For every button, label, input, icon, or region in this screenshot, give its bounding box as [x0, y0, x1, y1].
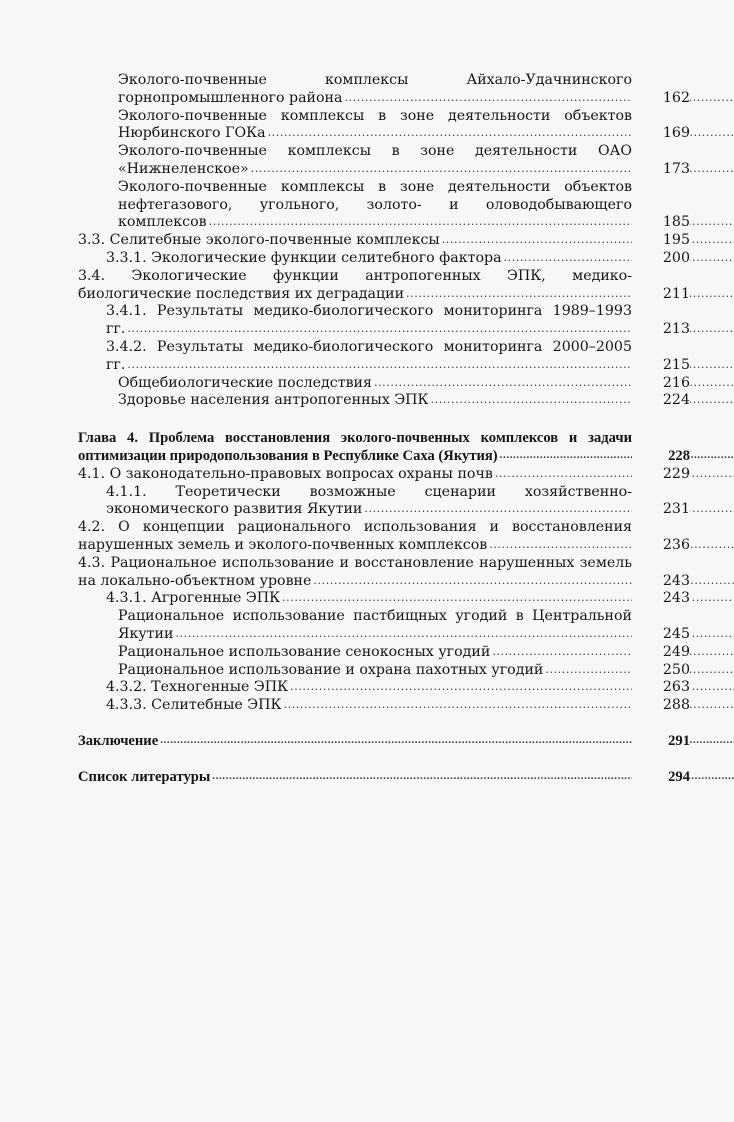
- toc-page-number: 263: [662, 679, 690, 696]
- toc-page-number: 231: [662, 501, 690, 518]
- toc-entry: [78, 697, 690, 715]
- toc-entry: [78, 303, 690, 339]
- toc-entry-title: Эколого-почвенные комплексы в зоне деятельности объектов Нюрбинского ГОКа: [118, 107, 632, 142]
- toc-page-number: 162: [662, 89, 690, 106]
- toc-entry-title: Рациональное использование пастбищных угодий в Центральной Якутии: [118, 608, 632, 642]
- toc-page-number: 215: [662, 356, 690, 373]
- toc-page-number: 243: [662, 590, 690, 607]
- toc-entry-title: 4.1.1. Теоретически возможные сценарии хозяйственно-экономического развития Якутии: [106, 483, 632, 518]
- toc-page-number: 213: [662, 321, 690, 338]
- table-of-contents: [78, 72, 690, 786]
- toc-page-number: 195: [662, 232, 690, 249]
- toc-page-number: 211: [662, 285, 690, 302]
- toc-page-number: 169: [662, 125, 690, 142]
- toc-page-number: 229: [662, 465, 690, 482]
- toc-entry: [78, 430, 690, 466]
- toc-page-number: 245: [662, 625, 690, 642]
- toc-page-number: 236: [662, 536, 690, 553]
- toc-entry: [78, 72, 690, 108]
- toc-page-number: 216: [662, 374, 690, 391]
- toc-entry-title: Эколого-почвенные комплексы в зоне деятельности объектов нефтегазового, угольного, золото- и оловодобывающего комплексов: [118, 178, 632, 231]
- toc-page-number: 250: [662, 661, 690, 678]
- toc-entry-title: Заключение: [78, 732, 159, 749]
- toc-entry-title: 4.3.3. Селитебные ЭПК: [106, 697, 282, 714]
- toc-entry: [78, 268, 690, 304]
- toc-entry: [78, 644, 690, 662]
- toc-entry: [78, 484, 690, 520]
- toc-entry: [78, 466, 690, 484]
- toc-entry-title: 4.3.2. Техногенные ЭПК: [106, 679, 289, 696]
- toc-page-number: 291: [668, 732, 690, 749]
- toc-page-number: 288: [662, 697, 690, 714]
- toc-entry: [78, 769, 690, 787]
- toc-page-number: 228: [668, 447, 690, 464]
- toc-entry-title: 3.3.1. Экологические функции селитебного фактора: [106, 249, 502, 266]
- toc-entry-title: 3.4.2. Результаты медико-биологического мониторинга 2000–2005 гг.: [106, 338, 632, 373]
- toc-entry: [78, 733, 690, 751]
- toc-entry: [78, 590, 690, 608]
- toc-page-number: 294: [668, 768, 690, 785]
- toc-entry: [78, 519, 690, 555]
- toc-page-number: 249: [662, 643, 690, 660]
- toc-entry-title: Здоровье населения антропогенных ЭПК: [118, 392, 429, 409]
- toc-entry: [78, 662, 690, 680]
- toc-entry-title: Эколого-почвенные комплексы в зоне деятельности ОАО «Нижнеленское»: [118, 143, 632, 177]
- toc-entry: [78, 392, 690, 410]
- toc-page-number: 185: [662, 214, 690, 231]
- toc-page-number: 224: [662, 392, 690, 409]
- toc-entry-title: 3.4. Экологические функции антропогенных ЭПК, медико-биологические последствия их деградации: [78, 267, 632, 302]
- toc-entry: [78, 608, 690, 644]
- toc-entry: [78, 179, 690, 232]
- toc-page-number: 173: [662, 160, 690, 177]
- toc-entry-title: Список литературы: [78, 768, 211, 785]
- toc-entry: [78, 339, 690, 375]
- toc-entry-title: Общебиологические последствия: [118, 374, 372, 391]
- toc-entry-title: 4.1. О законодательно-правовых вопросах охраны почв: [78, 465, 493, 482]
- toc-entry-title: 4.3.1. Агрогенные ЭПК: [106, 590, 281, 607]
- toc-entry: [78, 679, 690, 697]
- toc-entry: [78, 250, 690, 268]
- toc-entry-title: 3.3. Селитебные эколого-почвенные комплексы: [78, 232, 440, 249]
- toc-entry-title: 4.2. О концепции рационального использования и восстановления нарушенных земель и эколого-почвенных комплексов: [78, 519, 632, 553]
- toc-entry: [78, 143, 690, 179]
- toc-entry: [78, 108, 690, 144]
- toc-page-number: 200: [662, 249, 690, 266]
- toc-entry-title: 3.4.1. Результаты медико-биологического мониторинга 1989–1993 гг.: [106, 303, 632, 338]
- toc-entry-title: Эколого-почвенные комплексы Айхало-Удачнинского горнопромышленного района: [118, 72, 632, 106]
- toc-entry-title: 4.3. Рациональное использование и восстановление нарушенных земель на локально-объектном уровне: [78, 554, 632, 589]
- toc-entry: [78, 375, 690, 393]
- toc-entry-title: Глава 4. Проблема восстановления эколого-почвенных комплексов и задачи оптимизации природопользования в Республике Саха (Якутия): [78, 430, 632, 464]
- toc-entry-title: Рациональное использование сенокосных угодий: [118, 643, 491, 660]
- toc-entry: [78, 232, 690, 250]
- toc-page-number: 243: [662, 572, 690, 589]
- toc-entry-title: Рациональное использование и охрана пахотных угодий: [118, 661, 544, 678]
- toc-entry: [78, 555, 690, 591]
